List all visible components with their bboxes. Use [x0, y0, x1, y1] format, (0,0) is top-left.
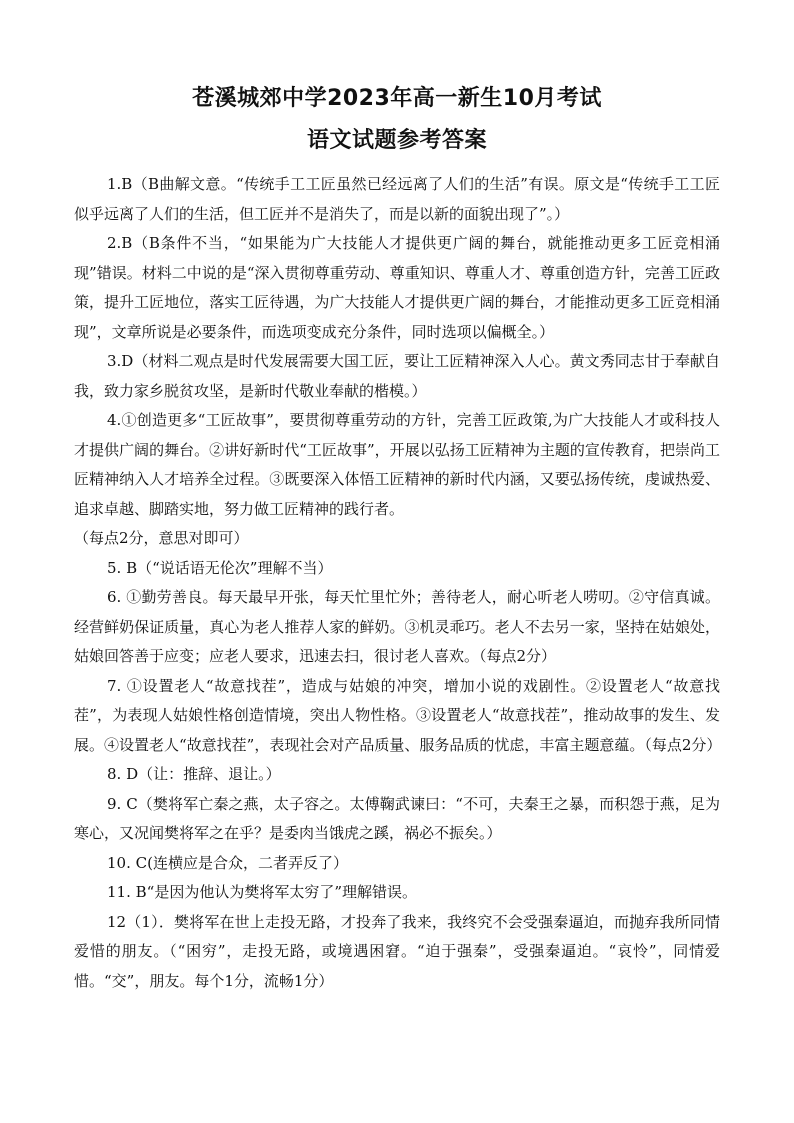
page-subtitle: 语文试题参考答案 — [306, 128, 487, 153]
answer-item-12: 12（1）．樊将军在世上走投无路，才投奔了我来，我终究不会受强秦逼迫，而抛弃我所同情爱惜的朋友。（“困穷”，走投无路，或境遇困窘。“迫于强秦”，受强秦逼迫。“哀怜”，同情爱惜。“交”，朋友。每个1分，流畅1分） — [74, 912, 720, 990]
answer-item-1: 1.B（B曲解文意。“传统手工工匠虽然已经远离了人们的生活”有误。原文是“传统手工工匠似乎远离了人们的生活，但工匠并不是消失了，而是以新的面貌出现了”。） — [74, 175, 720, 223]
answer-item-2: 2.B（B条件不当，“如果能为广大技能人才提供更广阔的舞台，就能推动更多工匠竞相涌现”错误。材料二中说的是“深入贯彻尊重劳动、尊重知识、尊重人才、尊重创造方针，完善工匠政策，提升工匠地位，落实工匠待遇，为广大技能人才提供更广阔的舞台，才能推动更多工匠竞相涌现”，文章所说是必要条件，而选项变成充分条件，同时选项以偏概全。） — [74, 234, 720, 341]
answer-item-5: 5. B（“说话语无伦次”理解不当） — [107, 558, 333, 577]
answer-item-10: 10. C(连横应是合众，二者弄反了） — [107, 853, 348, 872]
answer-item-4: 4.①创造更多“工匠故事”，要贯彻尊重劳动的方针，完善工匠政策,为广大技能人才或科技人才提供广阔的舞台。②讲好新时代“工匠故事”，开展以弘扬工匠精神为主题的宣传教育，把崇尚工匠精神纳入人才培养全过程。③既要深入体悟工匠精神的新时代内涵，又要弘扬传统，虔诚热爱、追求卓越、脚踏实地，努力做工匠精神的践行者。 — [74, 411, 720, 518]
answer-item-11: 11. B“是因为他认为樊将军太穷了”理解错误。 — [107, 883, 417, 901]
answer-item-7: 7. ①设置老人“故意找茬”，造成与姑娘的冲突，增加小说的戏剧性。②设置老人“故意找茬”，为表现人姑娘性格创造情境，突出人物性格。③设置老人“故意找茬”，推动故事的发生、发展。④设置老人“故意找茬”，表现社会对产品质量、服务品质的忧虑，丰富主题意蕴。（每点2分） — [74, 676, 722, 754]
answer-item-9: 9. C（樊将军亡秦之燕，太子容之。太傅鞠武谏曰：“不可，夫秦王之暴，而积怨于燕，足为寒心，又况闻樊将军之在乎？是委肉当饿虎之蹊，祸必不振矣。） — [74, 794, 720, 842]
answer-item-4-scoring-note: （每点2分，意思对即可） — [74, 529, 249, 547]
answer-list — [74, 170, 720, 996]
answer-item-6: 6. ①勤劳善良。每天最早开张，每天忙里忙外；善待老人，耐心听老人唠叨。②守信真诚。经营鲜奶保证质量，真心为老人推荐人家的鲜奶。③机灵乖巧。老人不去另一家，坚持在姑娘处，姑娘回答善于应变；应老人要求，迅速去扫，很讨老人喜欢。（每点2分） — [74, 588, 720, 665]
answer-item-3: 3.D（材料二观点是时代发展需要大国工匠，要让工匠精神深入人心。黄文秀同志甘于奉献自我，致力家乡脱贫攻坚，是新时代敬业奉献的楷模。） — [74, 352, 720, 400]
answer-item-8: 8. D（让：推辞、退让。） — [107, 765, 281, 783]
page-title: 苍溪城郊中学2023年高一新生10月考试 — [192, 86, 602, 111]
